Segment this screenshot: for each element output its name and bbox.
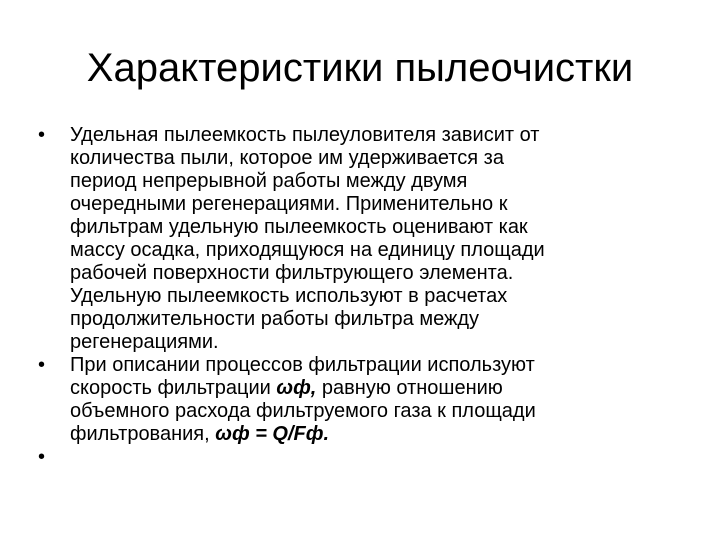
bullet-2-line-2-text: скорость фильтрации [70,377,277,399]
bullet-1-line-6: массу осадка, приходящуюся на единицу площади [70,239,545,261]
bullet-list [38,124,698,469]
bullet-1-line-7: рабочей поверхности фильтрующего элемента. [70,262,514,284]
bullet-1-line-9: продолжительности работы фильтра между [70,308,480,330]
bullet-2-line-1: При описании процессов фильтрации используют [70,354,535,376]
bullet-1-line-3: период непрерывной работы между двумя [70,170,468,192]
bullet-1-line-1: Удельная пылеемкость пылеуловителя зависит от [70,124,540,146]
bullet-1-line-8: Удельную пылеемкость используют в расчетах [70,285,508,307]
bullet-1-line-5: фильтрам удельную пылеемкость оценивают как [70,216,528,238]
bullet-2-line-4-text: фильтрования, [70,423,216,445]
bullet-2-line-2-tail: равную отношению [316,377,503,399]
slide-title: Характеристики пылеочистки [86,46,634,90]
bullet-item-2 [38,354,698,446]
bullet-1-line-10: регенерациями. [70,331,219,353]
bullet-2-line-2 [70,377,698,400]
filtration-speed-symbol: ωф, [276,377,317,399]
bullet-1-line-4: очередными регенерациями. Применительно к [70,193,508,215]
filtration-speed-formula: ωф = Q/Fф. [215,423,330,445]
bullet-2-line-4 [70,423,698,446]
bullet-item-1 [38,124,698,354]
bullet-icon: • [38,124,46,146]
bullet-icon: • [38,354,46,376]
bullet-2-line-3: объемного расхода фильтруемого газа к площади [70,400,536,422]
bullet-3-line-1 [70,446,698,469]
bullet-icon: • [38,446,46,468]
bullet-1-line-2: количества пыли, которое им удерживается за [70,147,504,169]
bullet-item-3 [38,446,698,469]
